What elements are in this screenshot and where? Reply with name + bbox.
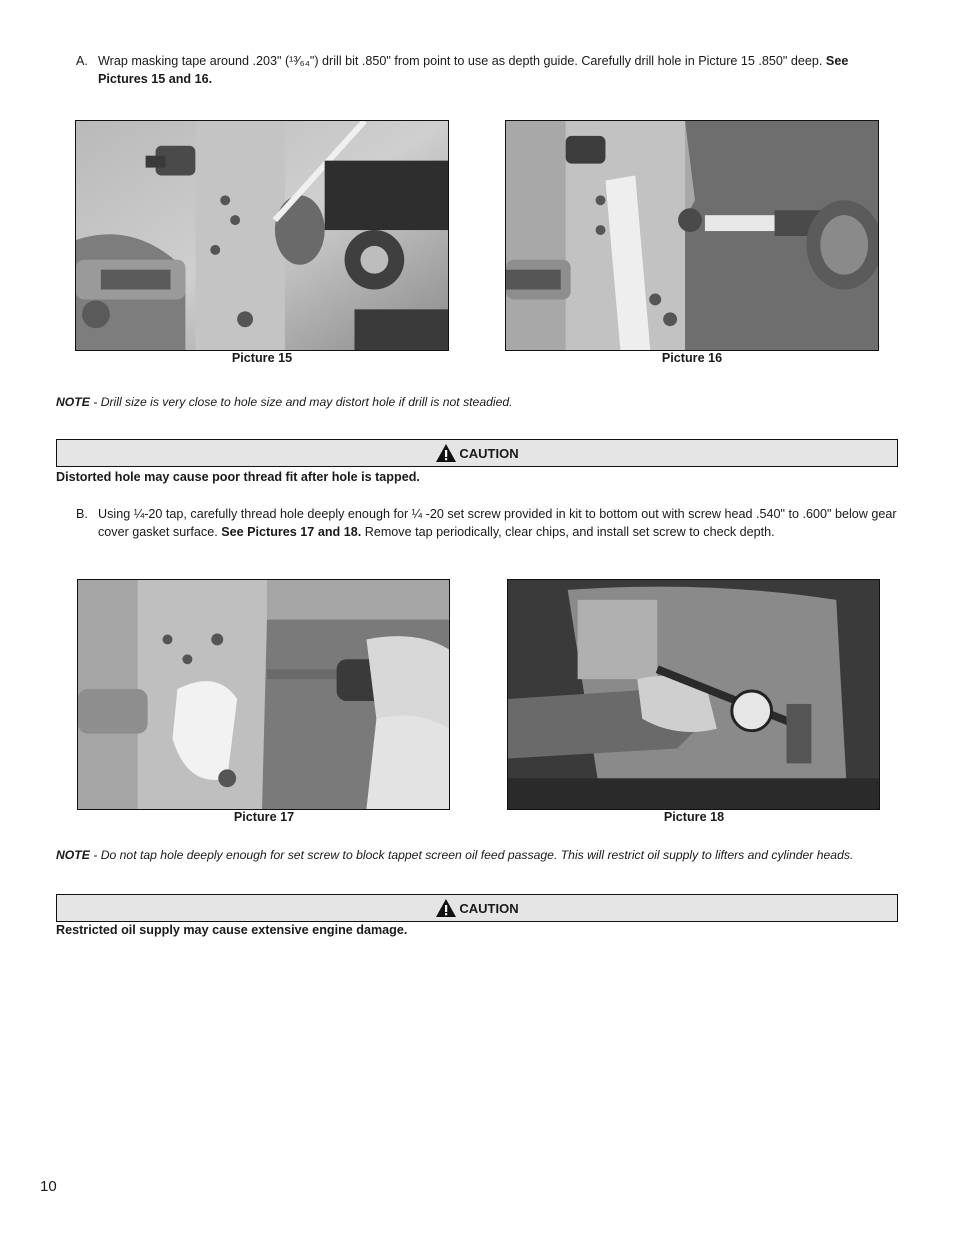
note-1-label: NOTE xyxy=(56,395,90,409)
picture-17-photo xyxy=(77,579,450,810)
step-b-text xyxy=(98,505,900,541)
step-b-text-main: Using ¼-20 tap, carefully thread hole deeply enough for ¼ -20 set screw provided in kit to bottom out with screw head .540" to .600" below gear cover gasket surface. xyxy=(98,507,897,539)
warning-triangle-icon xyxy=(435,898,457,918)
caution-2-text: Restricted oil supply may cause extensive engine damage. xyxy=(56,923,408,937)
step-a-text-main: Wrap masking tape around .203" (¹³⁄₆₄") drill bit .850" from point to use as depth guide. Carefully drill hole in Picture 15 .850" deep. xyxy=(98,54,826,68)
step-b-label: B. xyxy=(76,507,88,521)
picture-17-caption: Picture 17 xyxy=(233,810,295,824)
caution-1-bar xyxy=(56,439,898,467)
note-2-text: - Do not tap hole deeply enough for set screw to block tappet screen oil feed passage. This will restrict oil supply to lifters and cylinder heads. xyxy=(89,848,854,862)
step-a xyxy=(76,52,900,88)
picture-16-photo xyxy=(505,120,879,351)
caution-1-text: Distorted hole may cause poor thread fit after hole is tapped. xyxy=(56,470,420,484)
picture-16-caption: Picture 16 xyxy=(661,351,723,365)
picture-18-photo xyxy=(507,579,880,810)
caution-2-title: CAUTION xyxy=(459,900,519,916)
step-b xyxy=(76,505,900,541)
note-2 xyxy=(56,848,916,862)
note-1 xyxy=(56,395,916,409)
step-b-reference: See Pictures 17 and 18. xyxy=(221,525,362,539)
step-b-text-tail: Remove tap periodically, clear chips, and install set screw to check depth. xyxy=(361,525,775,539)
picture-15-photo xyxy=(75,120,449,351)
page-number: 10 xyxy=(40,1178,57,1195)
caution-1-title: CAUTION xyxy=(459,445,519,461)
step-a-reference: See Pictures 15 and 16. xyxy=(98,54,849,86)
caution-2-bar xyxy=(56,894,898,922)
step-a-text xyxy=(98,52,900,88)
note-1-text: - Drill size is very close to hole size and may distort hole if drill is not steadied. xyxy=(89,395,513,409)
picture-18-caption: Picture 18 xyxy=(663,810,725,824)
warning-triangle-icon xyxy=(435,443,457,463)
picture-15-caption: Picture 15 xyxy=(231,351,293,365)
step-a-label: A. xyxy=(76,54,88,68)
note-2-label: NOTE xyxy=(56,848,90,862)
